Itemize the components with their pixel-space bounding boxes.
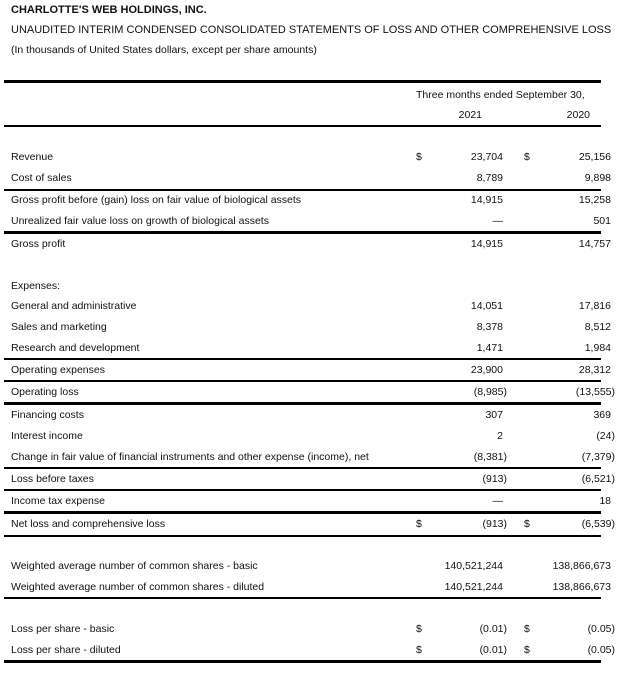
table-row	[0, 623, 623, 641]
currency-symbol-2021: $	[416, 623, 422, 635]
table-row	[0, 581, 623, 599]
value-2020: (6,539)	[581, 518, 615, 530]
value-2021: 1,471	[476, 342, 503, 354]
value-2021: 14,051	[470, 300, 503, 312]
value-2020: (7,379)	[581, 451, 615, 463]
table-row	[0, 172, 623, 190]
value-2020: (13,555)	[575, 386, 615, 398]
row-label: Loss before taxes	[11, 473, 94, 485]
row-label: Weighted average number of common shares - diluted	[11, 581, 265, 593]
value-2021: 14,915	[470, 238, 503, 250]
row-label: Gross profit	[11, 238, 66, 250]
row-label: Loss per share - diluted	[11, 644, 121, 656]
currency-symbol-2021: $	[416, 518, 422, 530]
value-2021: 8,378	[476, 321, 503, 333]
currency-symbol-2020: $	[524, 151, 530, 163]
row-label: Unrealized fair value loss on growth of biological assets	[11, 215, 269, 227]
row-label: Expenses:	[11, 280, 61, 292]
value-2021: 23,704	[470, 151, 503, 163]
table-row	[0, 430, 623, 448]
value-2020: 138,866,673	[552, 560, 611, 572]
statement-subtitle: (In thousands of United States dollars, except per share amounts)	[11, 44, 317, 56]
value-2020: 15,258	[578, 194, 611, 206]
table-row	[0, 644, 623, 662]
row-label: Change in fair value of financial instruments and other expense (income), net	[11, 451, 369, 463]
value-2021: —	[492, 495, 503, 507]
value-2020: 28,312	[578, 364, 611, 376]
value-2021: 140,521,244	[444, 560, 503, 572]
value-2021: 14,915	[470, 194, 503, 206]
row-label: Loss per share - basic	[11, 623, 115, 635]
table-row	[0, 342, 623, 360]
row-label: Operating loss	[11, 386, 79, 398]
table-row	[0, 280, 623, 298]
value-2021: (0.01)	[479, 623, 507, 635]
year-header-2020: 2020	[566, 109, 590, 121]
table-row	[0, 300, 623, 318]
row-label: Weighted average number of common shares - basic	[11, 560, 258, 572]
table-row	[0, 194, 623, 212]
row-label: Research and development	[11, 342, 140, 354]
row-label: Interest income	[11, 430, 83, 442]
row-label: Revenue	[11, 151, 54, 163]
row-label: Sales and marketing	[11, 321, 107, 333]
currency-symbol-2020: $	[524, 644, 530, 656]
row-label: General and administrative	[11, 300, 137, 312]
table-row	[0, 321, 623, 339]
table-row	[0, 560, 623, 578]
value-2021: 23,900	[470, 364, 503, 376]
currency-symbol-2020: $	[524, 623, 530, 635]
value-2021: (0.01)	[479, 644, 507, 656]
value-2020: 9,898	[584, 172, 611, 184]
value-2021: 307	[485, 409, 503, 421]
value-2020: 8,512	[584, 321, 611, 333]
currency-symbol-2021: $	[416, 644, 422, 656]
row-label: Operating expenses	[11, 364, 105, 376]
row-label: Net loss and comprehensive loss	[11, 518, 166, 530]
row-label: Income tax expense	[11, 495, 105, 507]
table-row	[0, 364, 623, 382]
currency-symbol-2021: $	[416, 151, 422, 163]
value-2020: 18	[599, 495, 611, 507]
value-2021: (8,381)	[473, 451, 507, 463]
value-2020: 14,757	[578, 238, 611, 250]
value-2020: 369	[593, 409, 611, 421]
rule-top	[4, 80, 601, 83]
table-row	[0, 451, 623, 469]
table-row	[0, 238, 623, 256]
table-row	[0, 215, 623, 233]
company-name: CHARLOTTE'S WEB HOLDINGS, INC.	[11, 4, 207, 16]
table-row	[0, 518, 623, 536]
value-2020: 1,984	[584, 342, 611, 354]
period-header: Three months ended September 30,	[416, 89, 585, 101]
value-2020: 138,866,673	[552, 581, 611, 593]
value-2020: 17,816	[578, 300, 611, 312]
currency-symbol-2020: $	[524, 518, 530, 530]
value-2021: (913)	[482, 518, 507, 530]
value-2021: 2	[497, 430, 503, 442]
value-2020: 501	[593, 215, 611, 227]
statement-title: UNAUDITED INTERIM CONDENSED CONSOLIDATED STATEMENTS OF LOSS AND OTHER COMPREHENSIVE LOSS	[11, 24, 612, 36]
value-2021: 8,789	[476, 172, 503, 184]
row-label: Gross profit before (gain) loss on fair value of biological assets	[11, 194, 302, 206]
year-header-2021: 2021	[458, 109, 482, 121]
value-2020: (6,521)	[581, 473, 615, 485]
value-2020: 25,156	[578, 151, 611, 163]
value-2020: (0.05)	[587, 623, 615, 635]
table-row	[0, 495, 623, 513]
value-2021: (913)	[482, 473, 507, 485]
row-label: Cost of sales	[11, 172, 72, 184]
table-row	[0, 409, 623, 427]
rule-header-bottom	[4, 125, 601, 127]
value-2021: (8,985)	[473, 386, 507, 398]
value-2020: (0.05)	[587, 644, 615, 656]
table-row	[0, 151, 623, 169]
value-2020: (24)	[596, 430, 615, 442]
value-2021: —	[492, 215, 503, 227]
table-row	[0, 473, 623, 491]
row-label: Financing costs	[11, 409, 84, 421]
table-row	[0, 386, 623, 404]
value-2021: 140,521,244	[444, 581, 503, 593]
